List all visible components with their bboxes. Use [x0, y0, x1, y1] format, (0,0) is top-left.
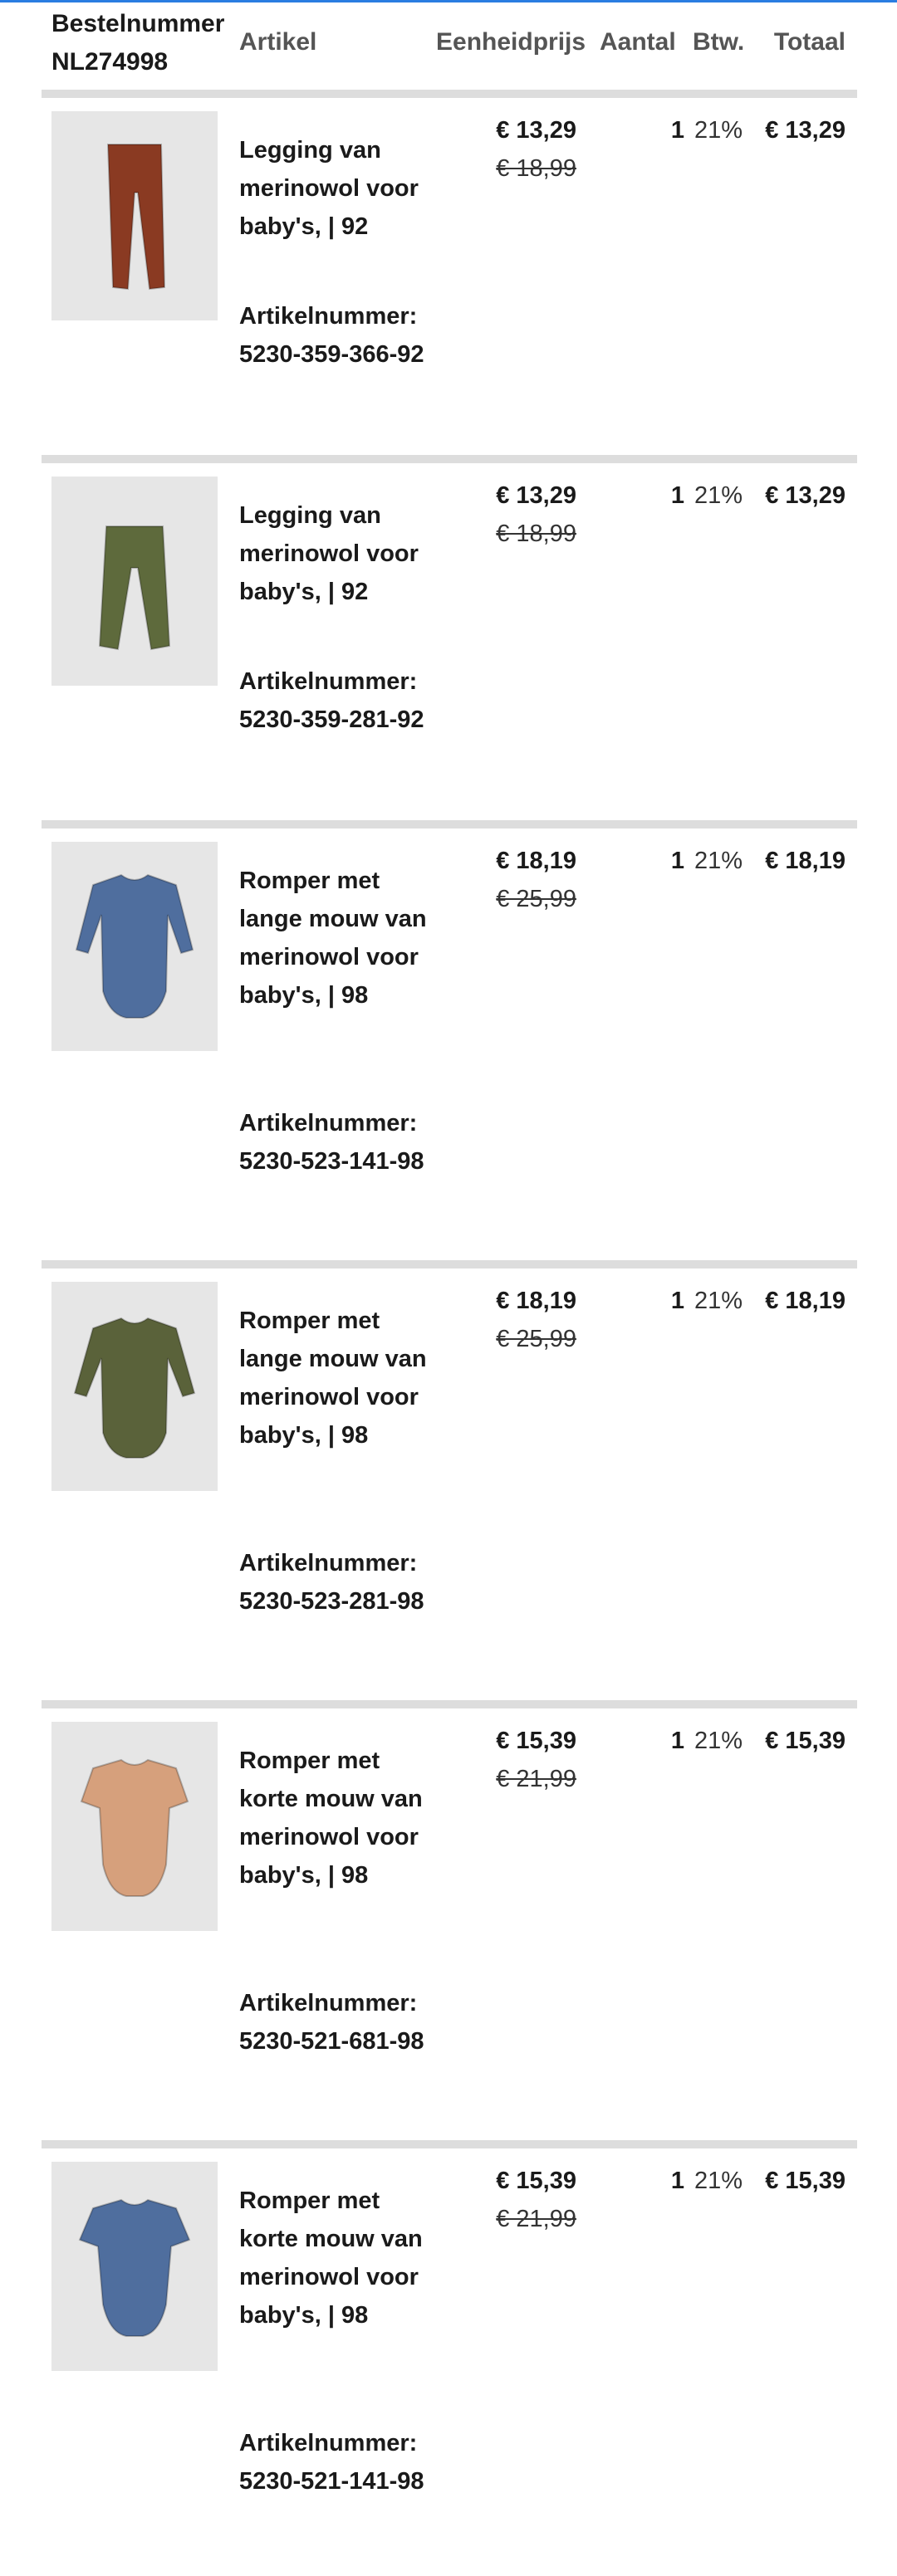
current-price: € 13,29 — [496, 117, 576, 144]
order-item-row — [42, 1700, 857, 2140]
sku-label: Artikelnummer: — [239, 1110, 418, 1136]
unit-price — [496, 842, 576, 918]
quantity: 1 — [670, 1728, 684, 1754]
order-number-value: NL274998 — [51, 48, 169, 76]
order-item-row — [42, 1260, 857, 1700]
line-total: € 18,19 — [765, 1288, 846, 1314]
long-sleeve-romper-icon — [51, 1282, 218, 1491]
product-image[interactable] — [51, 1722, 218, 1931]
sku-label: Artikelnummer: — [239, 1550, 418, 1576]
line-total: € 18,19 — [765, 848, 846, 874]
product-name[interactable]: Romper met lange mouw van merinowol voor baby's, | 98 — [239, 868, 427, 1009]
line-total: € 13,29 — [765, 117, 846, 144]
quantity: 1 — [670, 2168, 684, 2194]
sku-label: Artikelnummer: — [239, 2430, 418, 2456]
long-sleeve-romper-icon — [51, 842, 218, 1051]
order-item-row — [42, 90, 857, 455]
product-sku — [239, 1984, 432, 2060]
current-price: € 15,39 — [496, 2168, 576, 2194]
quantity: 1 — [670, 482, 684, 509]
unit-price — [496, 2162, 576, 2238]
product-sku — [239, 1104, 432, 1180]
sku-label: Artikelnummer: — [239, 668, 418, 695]
current-price: € 18,19 — [496, 1288, 576, 1314]
product-image[interactable] — [51, 477, 218, 686]
product-image[interactable] — [51, 1282, 218, 1491]
vat-rate: 21% — [694, 2168, 743, 2194]
product-name[interactable]: Romper met lange mouw van merinowol voor baby's, | 98 — [239, 1308, 427, 1449]
unit-price — [496, 111, 576, 188]
unit-price — [496, 1282, 576, 1358]
product-image[interactable] — [51, 111, 218, 320]
order-item-row — [42, 820, 857, 1260]
sku-label: Artikelnummer: — [239, 303, 418, 330]
sku-value: 5230-523-281-98 — [239, 1588, 424, 1615]
short-sleeve-romper-icon — [51, 1722, 218, 1931]
sku-value: 5230-521-141-98 — [239, 2468, 424, 2495]
unit-price — [496, 477, 576, 553]
original-price: € 18,99 — [496, 521, 576, 547]
vat-rate: 21% — [694, 117, 743, 144]
current-price: € 13,29 — [496, 482, 576, 509]
order-item-row — [42, 2140, 857, 2555]
quantity: 1 — [670, 1288, 684, 1314]
quantity: 1 — [670, 848, 684, 874]
product-name[interactable]: Romper met korte mouw van merinowol voor baby's, | 98 — [239, 2187, 423, 2329]
column-header-quantity: Aantal — [600, 28, 676, 56]
sku-value: 5230-359-366-92 — [239, 341, 424, 368]
column-header-unit-price: Eenheidprijs — [436, 28, 586, 56]
unit-price — [496, 1722, 576, 1798]
product-name[interactable]: Legging van merinowol voor baby's, | 92 — [239, 502, 419, 605]
short-sleeve-romper-icon — [51, 2162, 218, 2371]
sku-value: 5230-523-141-98 — [239, 1148, 424, 1175]
current-price: € 15,39 — [496, 1728, 576, 1754]
line-total: € 15,39 — [765, 2168, 846, 2194]
original-price: € 21,99 — [496, 2206, 576, 2232]
original-price: € 25,99 — [496, 886, 576, 912]
line-total: € 13,29 — [765, 482, 846, 509]
product-image[interactable] — [51, 2162, 218, 2371]
order-number-header — [51, 5, 224, 81]
legging-icon — [51, 111, 218, 320]
column-header-vat: Btw. — [693, 28, 745, 56]
product-sku — [239, 1544, 432, 1620]
column-header-artikel: Artikel — [239, 28, 317, 56]
line-total: € 15,39 — [765, 1728, 846, 1754]
sku-value: 5230-521-681-98 — [239, 2028, 424, 2055]
vat-rate: 21% — [694, 1288, 743, 1314]
vat-rate: 21% — [694, 1728, 743, 1754]
original-price: € 21,99 — [496, 1766, 576, 1792]
order-number-label: Bestelnummer — [51, 10, 225, 37]
product-sku — [239, 2424, 432, 2500]
product-name[interactable]: Romper met korte mouw van merinowol voor baby's, | 98 — [239, 1747, 423, 1889]
product-name[interactable]: Legging van merinowol voor baby's, | 92 — [239, 137, 419, 240]
sku-label: Artikelnummer: — [239, 1990, 418, 2016]
order-items — [42, 90, 857, 2555]
vat-rate: 21% — [694, 482, 743, 509]
table-header — [42, 0, 857, 91]
original-price: € 25,99 — [496, 1326, 576, 1352]
column-header-total: Totaal — [773, 28, 846, 56]
sku-value: 5230-359-281-92 — [239, 706, 424, 733]
product-sku — [239, 297, 432, 374]
vat-rate: 21% — [694, 848, 743, 874]
legging-icon — [51, 477, 218, 686]
order-item-row — [42, 455, 857, 820]
product-image[interactable] — [51, 842, 218, 1051]
product-sku — [239, 662, 432, 739]
current-price: € 18,19 — [496, 848, 576, 874]
quantity: 1 — [670, 117, 684, 144]
original-price: € 18,99 — [496, 155, 576, 182]
